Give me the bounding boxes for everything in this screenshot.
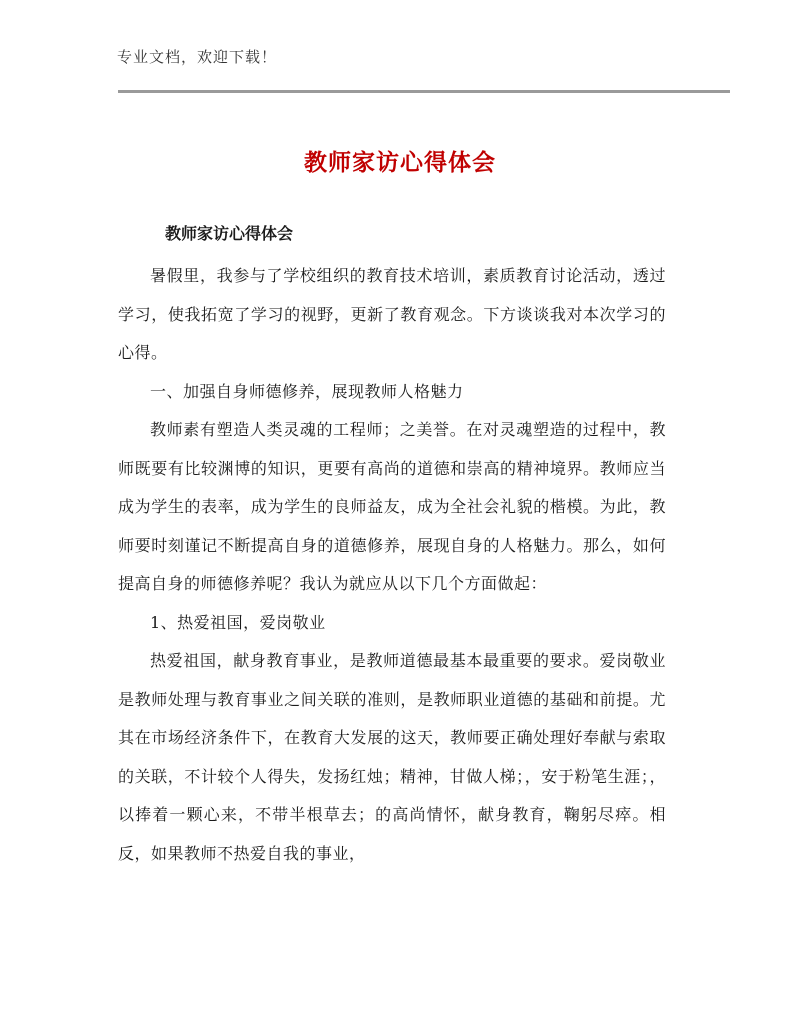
document-title: 教师家访心得体会 [304, 150, 496, 176]
subsection-heading-1: 1、热爱祖国，爱岗敬业 [150, 612, 326, 632]
section-heading-1: 一、加强自身师德修养，展现教师人格魅力 [150, 381, 464, 401]
header-note: 专业文档，欢迎下载！ [117, 48, 278, 66]
paragraph-intro: 暑假里，我参与了学校组织的教育技术培训，素质教育讨论活动，透过学习，使我拓宽了学习的视野，更新了教育观念。下方谈谈我对本次学习的心得。 [118, 266, 666, 362]
paragraph-patriotism: 热爱祖国，献身教育事业，是教师道德最基本最重要的要求。爱岗敬业是教师处理与教育事业之间关联的准则，是教师职业道德的基础和前提。尤其在市场经济条件下，在教育大发展的这天，教师要正确处理好奉献与索取的关联，不计较个人得失，发扬红烛；精神，甘做人梯；，安于粉笔生涯；，以捧着一颗心来，不带半根草去；的高尚情怀，献身教育，鞠躬尽瘁。相反，如果教师不热爱自我的事业， [118, 651, 666, 863]
document-subtitle: 教师家访心得体会 [165, 224, 294, 243]
document-body [118, 257, 666, 873]
header-divider [118, 90, 730, 93]
paragraph-ethics: 教师素有塑造人类灵魂的工程师；之美誉。在对灵魂塑造的过程中，教师既要有比较渊博的知识，更要有高尚的道德和崇高的精神境界。教师应当成为学生的表率，成为学生的良师益友，成为全社会礼貌的楷模。为此，教师要时刻谨记不断提高自身的道德修养，展现自身的人格魅力。那么，如何提高自身的师德修养呢？我认为就应从以下几个方面做起： [118, 420, 666, 593]
